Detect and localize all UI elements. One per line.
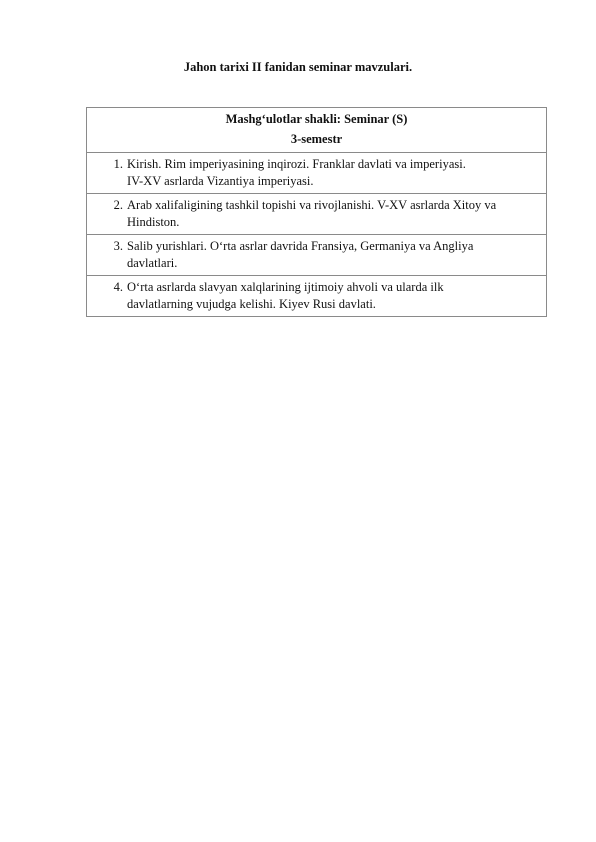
topic-line: O‘rta asrlarda slavyan xalqlarining ijtimoiy ahvoli va ularda ilk bbox=[127, 280, 444, 294]
seminar-topics-table bbox=[86, 107, 547, 317]
topic-text bbox=[127, 279, 544, 312]
page-title: Jahon tarixi II fanidan seminar mavzulari. bbox=[183, 60, 413, 74]
semester-label: 3-semestr bbox=[290, 132, 343, 146]
table-row bbox=[87, 153, 547, 194]
topic-cell bbox=[87, 235, 547, 276]
topic-line: davlatlari. bbox=[127, 255, 178, 270]
topic-text bbox=[127, 156, 544, 189]
topic-number: 2. bbox=[113, 198, 123, 212]
topic-number: 3. bbox=[113, 239, 123, 253]
topic-number: 1. bbox=[113, 157, 123, 171]
topic-line: Salib yurishlari. O‘rta asrlar davrida Fransiya, Germaniya va Angliya bbox=[127, 239, 474, 253]
topic-cell bbox=[87, 194, 547, 235]
lesson-form-label: Mashg‘ulotlar shakli: Seminar (S) bbox=[225, 112, 408, 126]
topic-number: 4. bbox=[113, 280, 123, 294]
topic-line: IV-XV asrlarda Vizantiya imperiyasi. bbox=[127, 173, 314, 188]
topic-text bbox=[127, 238, 544, 271]
table-row bbox=[87, 235, 547, 276]
topic-line: davlatlarning vujudga kelishi. Kiyev Rusi davlati. bbox=[127, 296, 376, 311]
table-header-row bbox=[87, 108, 547, 153]
topic-line: Arab xalifaligining tashkil topishi va rivojlanishi. V-XV asrlarda Xitoy va bbox=[127, 198, 497, 212]
table-header-cell bbox=[87, 108, 547, 153]
table-row bbox=[87, 276, 547, 317]
topic-line: Hindiston. bbox=[127, 214, 180, 229]
table-row bbox=[87, 194, 547, 235]
topic-text bbox=[127, 197, 544, 230]
topic-line: Kirish. Rim imperiyasining inqirozi. Franklar davlati va imperiyasi. bbox=[127, 157, 466, 171]
topic-cell bbox=[87, 153, 547, 194]
topic-cell bbox=[87, 276, 547, 317]
